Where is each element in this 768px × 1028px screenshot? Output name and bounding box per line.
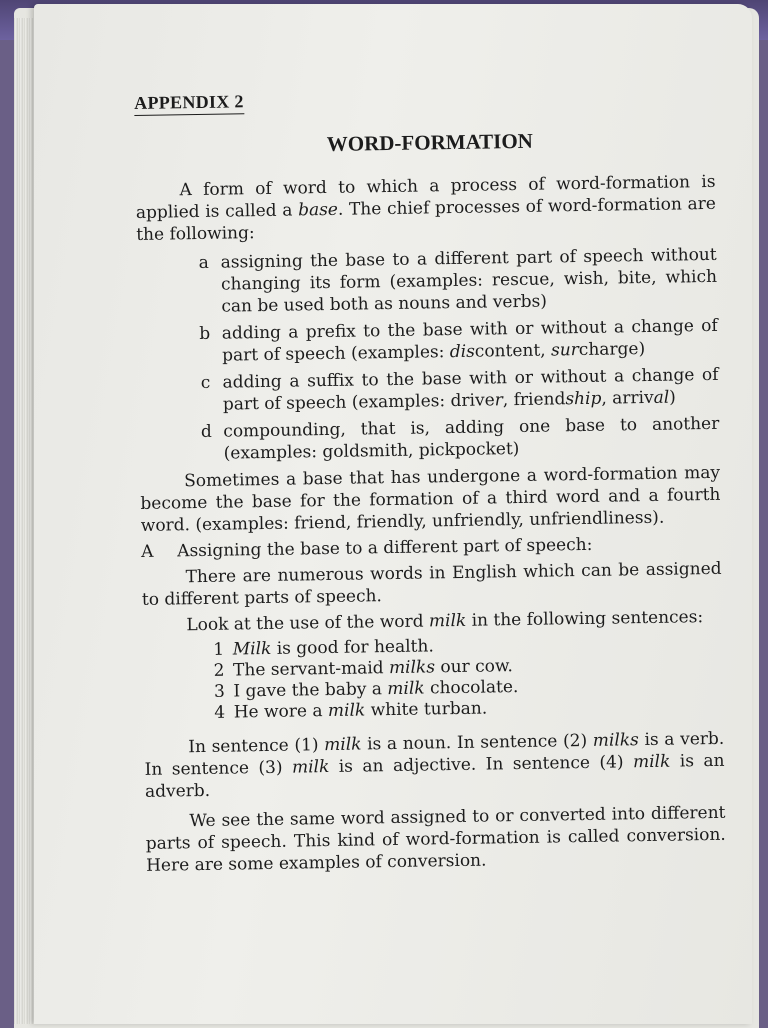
base-term: base: [297, 199, 339, 221]
example-sentence: 2 The servant-maid milks our cow.: [213, 656, 513, 681]
process-item-b: [138, 315, 719, 368]
process-text: adding a prefix to the base with or without a change of part of speech (examples: discontent, surcharge): [221, 315, 718, 366]
page-content: [134, 83, 726, 877]
book-page: [34, 4, 752, 1024]
section-title: Assigning the base to a different part of speech:: [177, 534, 593, 562]
process-item-c: [138, 364, 719, 417]
numerous-paragraph: There are numerous words in English which can be assigned to different parts of speech.: [141, 558, 722, 610]
sometimes-paragraph: Sometimes a base that has undergone a word-formation may become the base for the formation of a third word and a fourth word. (examples: friend, friendly, unfriendly, unfriendliness).: [140, 462, 721, 536]
process-item-a: [137, 244, 718, 319]
page-title: WORD-FORMATION: [326, 128, 534, 156]
look-paragraph: Look at the use of the word milk in the following sentences:: [186, 607, 704, 636]
process-letter: b: [199, 323, 211, 345]
process-letter: d: [200, 421, 212, 442]
example-sentence: 3 I gave the baby a milk chocolate.: [213, 677, 519, 702]
intro-paragraph: A form of word to which a process of word-formation is applied is called a base. The chief processes of word-formation are the following:: [135, 171, 716, 245]
example-sentence: 4 He wore a milk white turban.: [214, 698, 488, 723]
conversion-paragraph: We see the same word assigned to or converted into different parts of speech. This kind of word-formation is called conversion. Here are some examples of conversion.: [145, 802, 726, 876]
process-text: adding a suffix to the base with or without a change of part of speech (examples: driver, friendship, arrival): [222, 364, 719, 415]
example-sentence: 1 Milk is good for health.: [213, 636, 434, 660]
process-text: assigning the base to a different part of speech without changing its form (examples: rescue, wish, bite, which can be used both as nouns and verbs): [220, 244, 718, 317]
process-item-d: [139, 413, 720, 466]
process-text: compounding, that is, adding one base to another (examples: goldsmith, pickpocket): [223, 413, 720, 464]
section-letter: A: [141, 541, 154, 562]
appendix-heading: APPENDIX 2: [134, 90, 244, 116]
process-letter: a: [198, 252, 209, 274]
process-letter: c: [200, 372, 211, 393]
sentence-analysis-paragraph: In sentence (1) milk is a noun. In sentence (2) milks is a verb. In sentence (3) milk is an adjective. In sentence (4) milk is an adverb.: [144, 728, 725, 802]
